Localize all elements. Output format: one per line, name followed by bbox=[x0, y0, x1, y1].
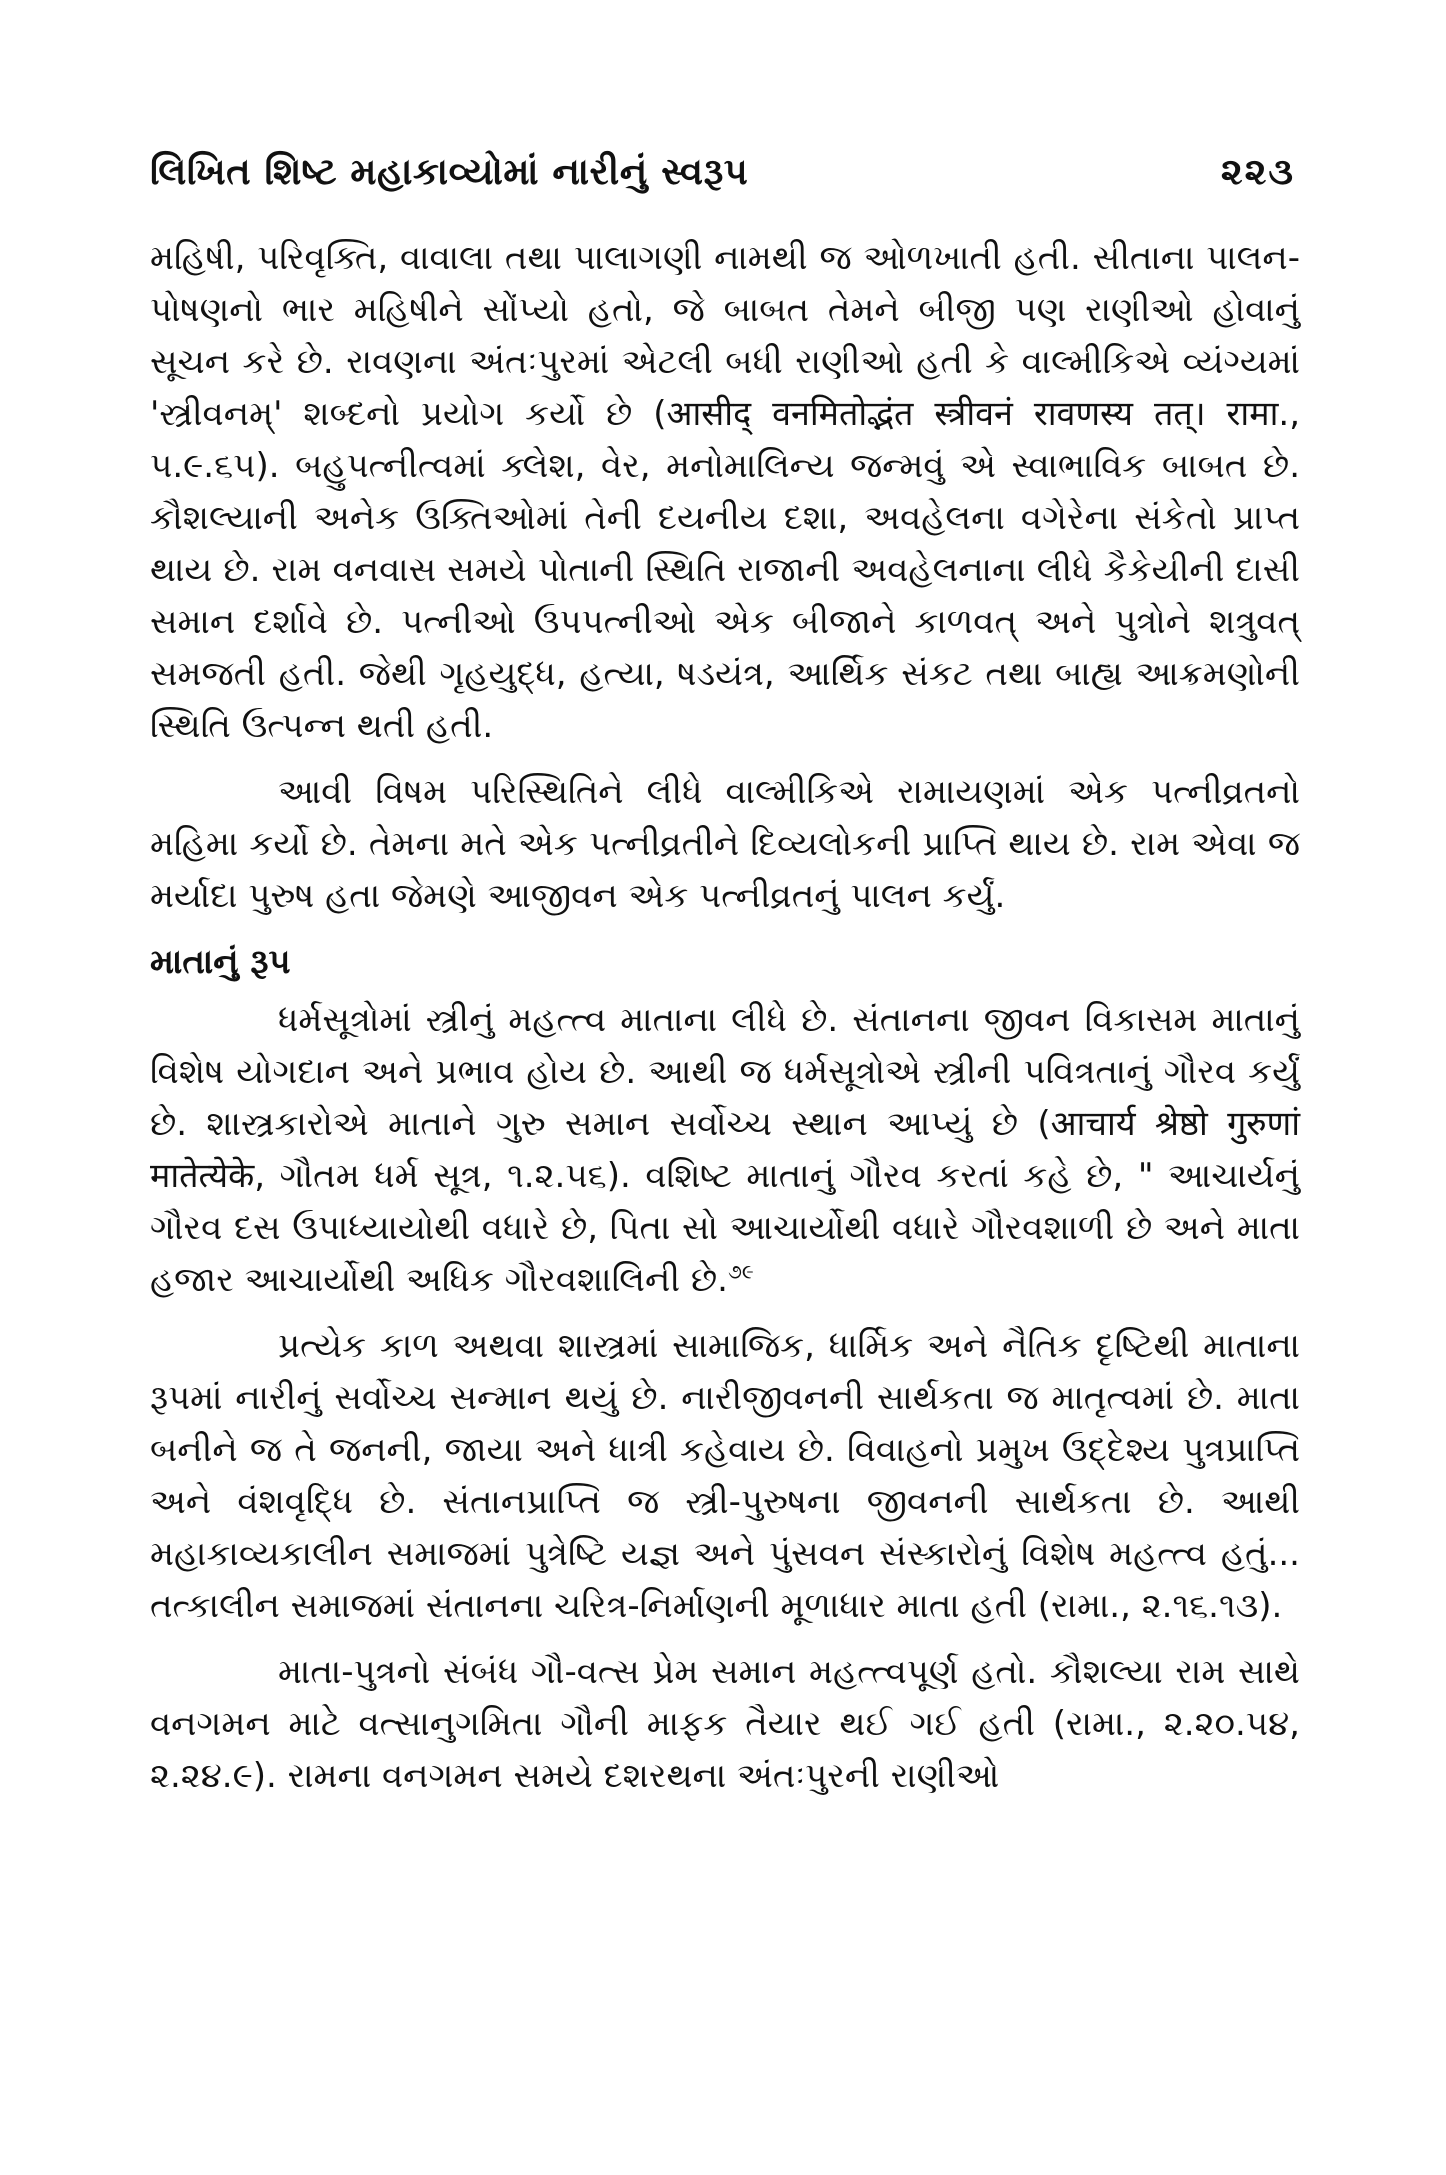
paragraph-dharmasutra-text: ધર્મસૂત્રોમાં સ્ત્રીનું મહત્ત્વ માતાના લીધે છે. સંતાનના જીવન વિકાસમ માતાનું વિશેષ યોગદાન અને પ્રભાવ હોય છે. આથી જ ધર્મસૂત્રોએ સ્ત્રીની પવિત્રતાનું ગૌરવ કર્યું છે. શાસ્ત્રકારોએ માતાને ગુરુ સમાન સર્વોચ્ચ સ્થાન આપ્યું છે (आचार्य श्रेष्ठो गुरुणां मातेत्येके, ગૌતમ ધર્મ સૂત્ર, ૧.૨.૫૬). વશિષ્ટ માતાનું ગૌરવ કરતાં કહે છે, " આચાર્યનું ગૌરવ દસ ઉપાધ્યાયોથી વધારે છે, પિતા સો આચાર્યોથી વધારે ગૌરવશાળી છે અને માતા હજાર આચાર્યોથી અધિક ગૌરવશાલિની છે. bbox=[150, 1000, 1300, 1300]
paragraph-dharmasutra bbox=[150, 994, 1300, 1306]
page-number: ૨૨૩ bbox=[1220, 150, 1295, 193]
body-text bbox=[150, 232, 1300, 1802]
paragraph-monogamy: આવી વિષમ પરિસ્થિતિને લીધે વાલ્મીકિએ રામાયણમાં એક પત્નીવ્રતનો મહિમા કર્યો છે. તેમના મતે એક પત્નીવ્રતીને દિવ્યલોકની પ્રાપ્તિ થાય છે. રામ એવા જ મર્યાદા પુરુષ હતા જેમણે આજીવન એક પત્નીવ્રતનું પાલન કર્યું. bbox=[150, 772, 1300, 916]
running-header bbox=[150, 150, 1300, 220]
chapter-title: લિખિત શિષ્ટ મહાકાવ્યોમાં નારીનું સ્વરૂપ bbox=[150, 150, 749, 193]
footnote-mark: ૭૯ bbox=[727, 1259, 754, 1284]
section-heading: માતાનું રૂપ bbox=[150, 942, 291, 982]
paragraph-polygamy: મહિષી, પરિવૃક્તિ, વાવાલા તથા પાલાગણી નામથી જ ઓળખાતી હતી. સીતાના પાલન-પોષણનો ભાર મહિષીને સોંપ્યો હતો, જે બાબત તેમને બીજી પણ રાણીઓ હોવાનું સૂચન કરે છે. રાવણના અંતઃપુરમાં એટલી બધી રાણીઓ હતી કે વાલ્મીકિએ વ્યંગ્યમાં 'સ્ત્રીવનમ્' શબ્દનો પ્રયોગ કર્યો છે (आसीद् वनमितोद्भंत स्त्रीवनं रावणस्य तत्। रामा., ૫.૯.૬૫). બહુપત્નીત્વમાં ક્લેશ, વેર, મનોમાલિન્ય જન્મવું એ સ્વાભાવિક બાબત છે. કૌશલ્યાની અનેક ઉક્તિઓમાં તેની દયનીય દશા, અવહેલના વગેરેના સંકેતો પ્રાપ્ત થાય છે. રામ વનવાસ સમયે પોતાની સ્થિતિ રાજાની અવહેલનાના લીધે કૈકેયીની દાસી સમાન દર્શાવે છે. પત્નીઓ ઉપપત્નીઓ એક બીજાને કાળવત્ અને પુત્રોને શત્રુવત્ સમજતી હતી. જેથી ગૃહયુદ્ધ, હત્યા, ષડયંત્ર, આર્થિક સંકટ તથા બાહ્ય આક્રમણોની સ્થિતિ ઉત્પન્ન થતી હતી. bbox=[150, 238, 1300, 746]
paragraph-mother-son: માતા-પુત્રનો સંબંધ ગૌ-વત્સ પ્રેમ સમાન મહત્ત્વપૂર્ણ હતો. કૌશલ્યા રામ સાથે વનગમન માટે વત્સાનુગમિતા ગૌની માફક તૈયાર થઈ ગઈ હતી (રામા., ૨.૨૦.૫૪, ૨.૨૪.૯). રામના વનગમન સમયે દશરથના અંતઃપુરની રાણીઓ bbox=[150, 1652, 1300, 1796]
paragraph-motherhood: પ્રત્યેક કાળ અથવા શાસ્ત્રમાં સામાજિક, ધાર્મિક અને નૈતિક દૃષ્ટિથી માતાના રૂપમાં નારીનું સર્વોચ્ચ સન્માન થયું છે. નારીજીવનની સાર્થકતા જ માતૃત્વમાં છે. માતા બનીને જ તે જનની, જાયા અને ધાત્રી કહેવાય છે. વિવાહનો પ્રમુખ ઉદ્દેશ્ય પુત્રપ્રાપ્તિ અને વંશવૃદ્ધિ છે. સંતાનપ્રાપ્તિ જ સ્ત્રી-પુરુષના જીવનની સાર્થકતા છે. આથી મહાકાવ્યકાલીન સમાજમાં પુત્રેષ્ટિ યજ્ઞ અને પુંસવન સંસ્કારોનું વિશેષ મહત્ત્વ હતું... તત્કાલીન સમાજમાં સંતાનના ચરિત્ર-નિર્માણની મૂળાધાર માતા હતી (રામા., ૨.૧૬.૧૩). bbox=[150, 1326, 1300, 1626]
book-page bbox=[150, 150, 1300, 2050]
